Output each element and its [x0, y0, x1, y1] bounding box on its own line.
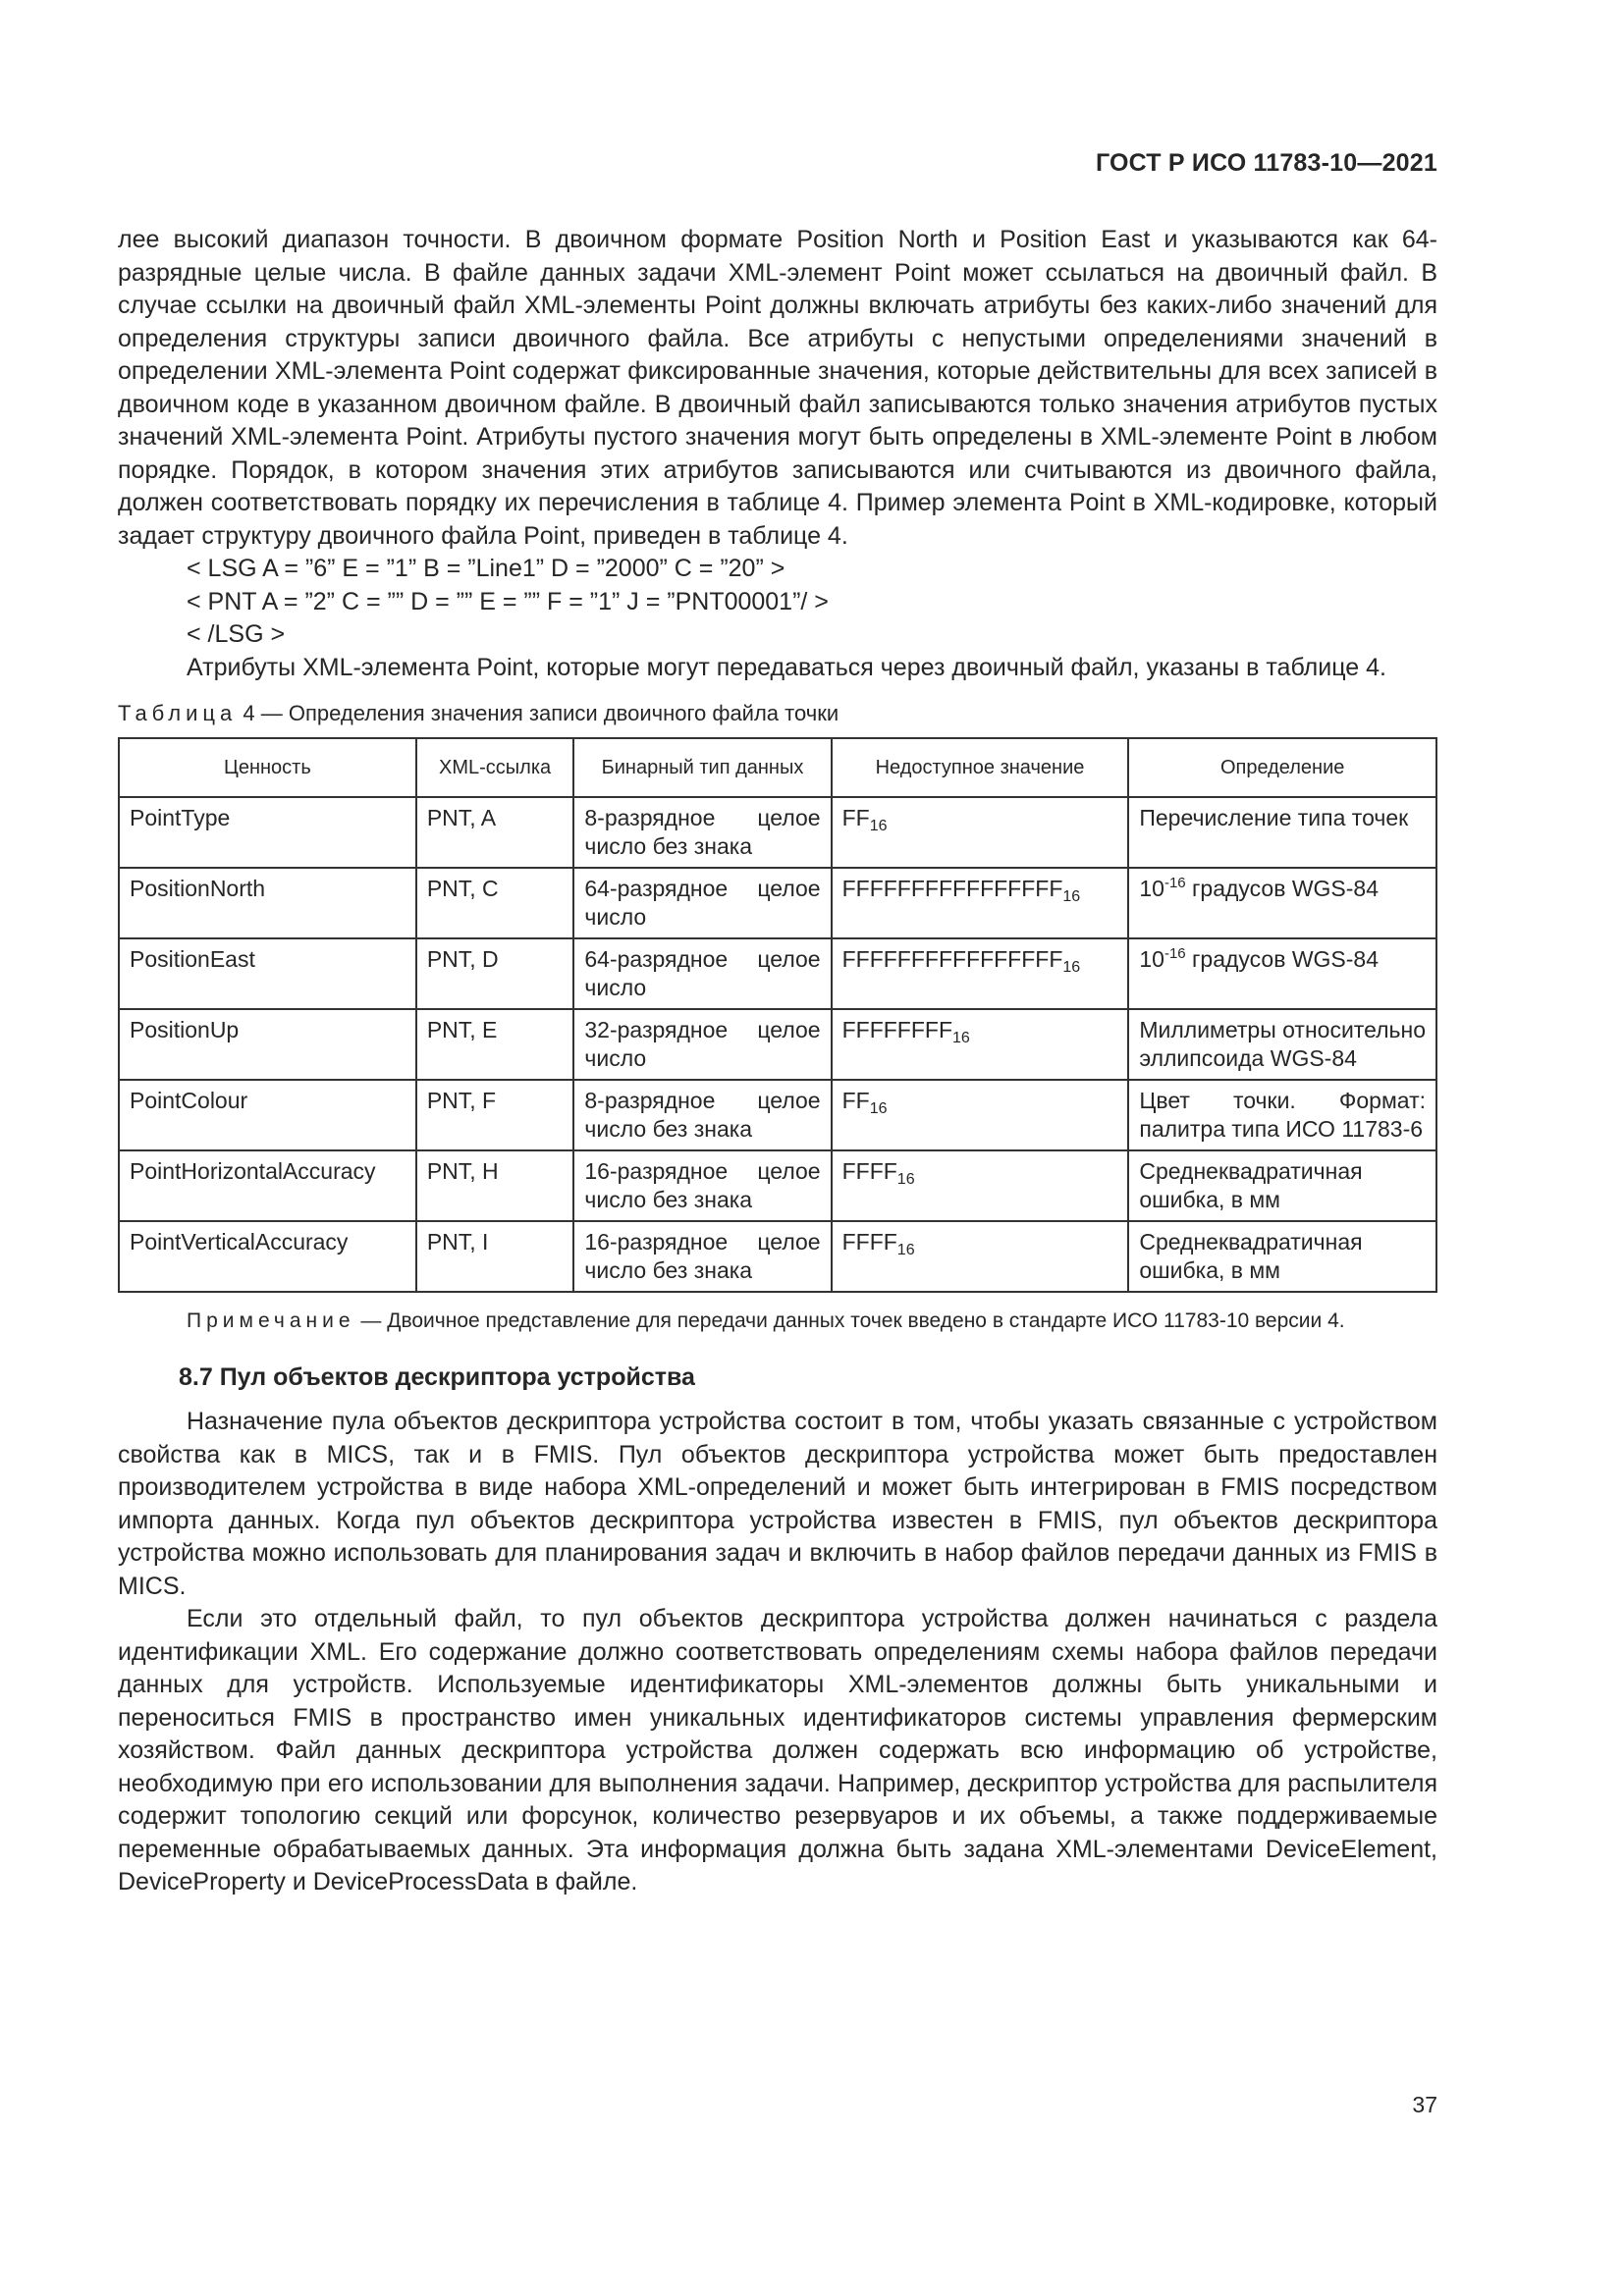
document-header: ГОСТ Р ИСО 11783-10—2021: [1095, 149, 1437, 177]
table-row: [119, 868, 1436, 938]
table-row: [119, 938, 1436, 1009]
cell-na-value: $FFFFFFFF_{16}$: [832, 1009, 1129, 1080]
cell-definition: Среднеквадратичная ошибка, в мм: [1128, 1150, 1436, 1221]
cell-na-value: $FFFFFFFFFFFFFFFF_{16}$: [832, 868, 1129, 938]
cell-na-value: $FFFFFFFFFFFFFFFF_{16}$: [832, 938, 1129, 1009]
page-content: [118, 224, 1437, 1899]
cell-definition: Цвет точки. Формат: палитра типа ИСО 11783-6: [1128, 1080, 1436, 1150]
cell-binary-type: 8-разрядное целое число без знака: [573, 1080, 831, 1150]
code-line-pnt: < PNT A = ”2” C = ”” D = ”” E = ”” F = ”1” J = ”PNT00001”/ >: [187, 587, 829, 615]
cell-binary-type: 32-разрядное целое число: [573, 1009, 831, 1080]
cell-xml-ref: PNT, I: [416, 1221, 574, 1292]
cell-value: PositionEast: [119, 938, 416, 1009]
table-caption-text: 4 — Определения значения записи двоичного файла точки: [237, 701, 839, 725]
table-row: [119, 797, 1436, 868]
cell-binary-type: 64-разрядное целое число: [573, 938, 831, 1009]
intro-paragraph: лее высокий диапазон точности. В двоичном формате Position North и Position East и указываются как 64-разрядные целые числа. В файле данных задачи XML-элемент Point может ссылаться на двоичный файл. В случае ссылки на двоичный файл XML-элементы Point должны включать атрибуты без каких-либо значений для определения структуры записи двоичного файла. Все атрибуты с непустыми определениями значений в определении XML-элемента Point содержат фиксированные значения, которые действительны для всех записей в двоичном коде в указанном двоичном файле. В двоичный файл записываются только значения атрибутов пустых значений XML-элемента Point. Атрибуты пустого значения могут быть определены в XML-элементе Point в любом порядке. Порядок, в котором значения этих атрибутов записываются или считываются из двоичного файла, должен соответствовать порядку их перечисления в таблице 4. Пример элемента Point в XML-кодировке, который задает структуру двоичного файла Point, приведен в таблице 4.: [118, 226, 1437, 550]
header-value: Ценность: [119, 738, 416, 797]
cell-na-value: $FFFF_{16}$: [832, 1221, 1129, 1292]
section-paragraph: Если это отдельный файл, то пул объектов дескриптора устройства должен начинаться с раздела идентификации XML. Его содержание должно соответствовать определениям схемы набора файлов передачи данных для устройств. Используемые идентификаторы XML-элементов должны быть уникальными и переноситься FMIS в пространство имен уникальных идентификаторов системы управления фермерским хозяйством. Файл данных дескриптора устройства должен содержать всю информацию об устройстве, необходимую при его использовании для выполнения задачи. Например, дескриптор устройства для распылителя содержит топологию секций или форсунок, количество резервуаров и их объемы, а также поддерживаемые переменные обрабатываемых данных. Эта информация должна быть задана XML-элементами DeviceElement, DeviceProperty и DeviceProcessData в файле.: [118, 1605, 1437, 1896]
cell-binary-type: 16-разрядное целое число без знака: [573, 1221, 831, 1292]
cell-binary-type: 16-разрядное целое число без знака: [573, 1150, 831, 1221]
cell-value: PositionNorth: [119, 868, 416, 938]
section-title: 8.7 Пул объектов дескриптора устройства: [179, 1363, 695, 1391]
binary-record-table: [118, 737, 1437, 1293]
cell-xml-ref: PNT, F: [416, 1080, 574, 1150]
section-paragraph: Назначение пула объектов дескриптора устройства состоит в том, чтобы указать связанные с устройством свойства как в MICS, так и в FMIS. Пул объектов дескриптора устройства может быть предоставлен производителем устройства в виде набора XML-определений и может быть интегрирован в FMIS посредством импорта данных. Когда пул объектов дескриптора устройства известен в FMIS, пул объектов дескриптора устройства можно использовать для планирования задач и включить в набор файлов передачи данных из FMIS в MICS.: [118, 1408, 1437, 1600]
after-code-paragraph: Атрибуты XML-элемента Point, которые могут передаваться через двоичный файл, указаны в таблице 4.: [187, 653, 1386, 681]
cell-definition: Перечисление типа точек: [1128, 797, 1436, 868]
cell-xml-ref: PNT, A: [416, 797, 574, 868]
table-caption-word: Таблица: [118, 701, 238, 725]
header-definition: Определение: [1128, 738, 1436, 797]
table-row: [119, 1221, 1436, 1292]
cell-definition: Миллиметры относительно эллипсоида WGS-84: [1128, 1009, 1436, 1080]
cell-na-value: $FF_{16}$: [832, 1080, 1129, 1150]
cell-xml-ref: PNT, E: [416, 1009, 574, 1080]
table-row: [119, 1009, 1436, 1080]
cell-na-value: $FF_{16}$: [832, 797, 1129, 868]
cell-definition: Среднеквадратичная ошибка, в мм: [1128, 1221, 1436, 1292]
code-line-lsg-close: < /LSG >: [187, 620, 286, 648]
cell-value: PointHorizontalAccuracy: [119, 1150, 416, 1221]
cell-xml-ref: PNT, D: [416, 938, 574, 1009]
cell-xml-ref: PNT, C: [416, 868, 574, 938]
header-na-value: Недоступное значение: [832, 738, 1129, 797]
cell-value: PositionUp: [119, 1009, 416, 1080]
note-text: — Двоичное представление для передачи данных точек введено в стандарте ИСО 11783-10 версии 4.: [354, 1309, 1345, 1332]
code-line-lsg-open: < LSG A = ”6” E = ”1” B = ”Line1” D = ”2000” C = ”20” >: [187, 555, 785, 582]
cell-value: PointType: [119, 797, 416, 868]
page-number: 37: [1412, 2092, 1437, 2117]
table-caption: [118, 700, 1437, 727]
header-xml-ref: XML-ссылка: [416, 738, 574, 797]
cell-xml-ref: PNT, H: [416, 1150, 574, 1221]
cell-value: PointColour: [119, 1080, 416, 1150]
cell-na-value: $FFFF_{16}$: [832, 1150, 1129, 1221]
cell-binary-type: 8-разрядное целое число без знака: [573, 797, 831, 868]
cell-definition: $10^{-16}$ градусов WGS-84: [1128, 938, 1436, 1009]
header-binary-type: Бинарный тип данных: [573, 738, 831, 797]
note-label: Примечание: [187, 1309, 355, 1332]
cell-value: PointVerticalAccuracy: [119, 1221, 416, 1292]
table-row: [119, 1150, 1436, 1221]
table-header-row: [119, 738, 1436, 797]
table-note: [118, 1307, 1437, 1336]
cell-binary-type: 64-разрядное целое число: [573, 868, 831, 938]
table-row: [119, 1080, 1436, 1150]
cell-definition: $10^{-16}$ градусов WGS-84: [1128, 868, 1436, 938]
